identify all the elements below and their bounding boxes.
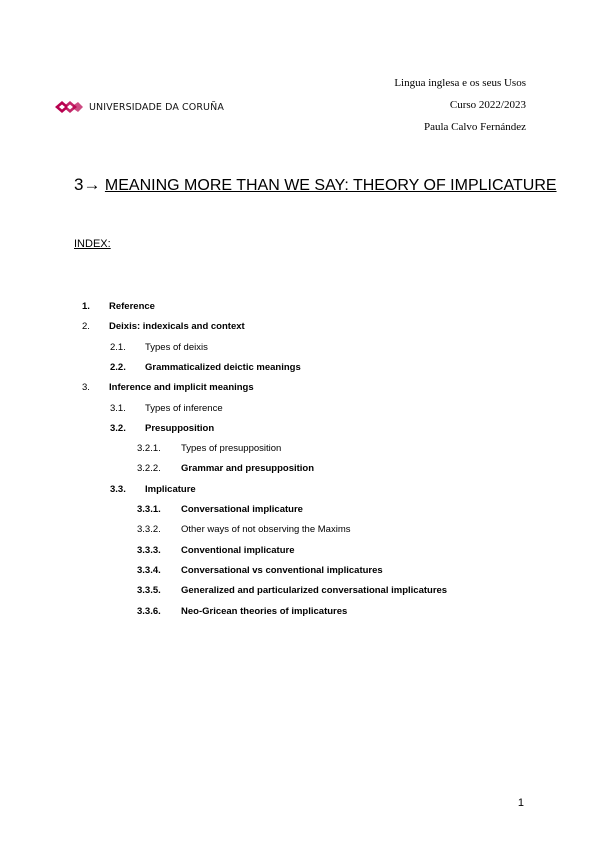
toc-item-number: 3.3.2. bbox=[137, 524, 161, 536]
toc-item-label: Conversational vs conventional implicatures bbox=[181, 564, 383, 576]
toc-item-number: 3.2.1. bbox=[137, 443, 161, 455]
page-number: 1 bbox=[517, 797, 524, 809]
toc-item-number: 2. bbox=[82, 321, 90, 333]
toc-item-number: 2.1. bbox=[110, 341, 126, 353]
toc-item-label: Reference bbox=[109, 301, 155, 312]
toc-item-label: Conventional implicature bbox=[181, 544, 295, 556]
author-name: Paula Calvo Fernández bbox=[423, 121, 526, 133]
index-heading: INDEX: bbox=[74, 238, 111, 250]
toc-item-label: Grammar and presupposition bbox=[181, 463, 315, 475]
university-name: UNIVERSIDADE DA CORUÑA bbox=[89, 101, 224, 113]
document-header bbox=[394, 72, 526, 138]
course-year: Curso 2022/2023 bbox=[449, 99, 526, 111]
toc-item-number: 1. bbox=[82, 301, 90, 312]
toc-item-number: 2.2. bbox=[110, 361, 126, 373]
toc-item-number: 3.2. bbox=[110, 422, 126, 434]
toc-item-label: Other ways of not observing the Maxims bbox=[181, 524, 351, 536]
toc-item-number: 3.3.6. bbox=[137, 605, 161, 617]
toc-item-number: 3.3.3. bbox=[137, 544, 161, 556]
title-text: MEANING MORE THAN WE SAY: THEORY OF IMPLICATURE bbox=[104, 177, 557, 194]
toc-item-number: 3.3. bbox=[110, 483, 126, 495]
toc-item-label: Generalized and particularized conversational implicatures bbox=[181, 585, 448, 597]
toc-item-label: Neo-Gricean theories of implicatures bbox=[181, 605, 348, 617]
toc-item-number: 3. bbox=[82, 382, 90, 394]
toc-item-number: 3.3.5. bbox=[137, 585, 161, 597]
toc-item-label: Types of inference bbox=[145, 402, 223, 414]
toc-item-label: Implicature bbox=[145, 483, 196, 495]
toc-item-label: Types of deixis bbox=[145, 341, 208, 353]
title-number: 3→ bbox=[74, 175, 101, 194]
toc-item-number: 3.3.4. bbox=[137, 564, 161, 576]
course-name: Lingua inglesa e os seus Usos bbox=[394, 77, 526, 89]
toc-item-number: 3.2.2. bbox=[137, 463, 161, 475]
toc-item-number: 3.3.1. bbox=[137, 504, 161, 515]
toc-item-label: Grammaticalized deictic meanings bbox=[145, 361, 301, 373]
university-logo bbox=[54, 100, 224, 114]
toc-item-label: Deixis: indexicals and context bbox=[109, 321, 245, 333]
toc-item-label: Presupposition bbox=[145, 422, 215, 434]
page-title bbox=[74, 175, 557, 195]
toc-item-label: Conversational implicature bbox=[181, 504, 303, 515]
toc-item-label: Types of presupposition bbox=[181, 443, 282, 455]
udc-logo-icon bbox=[54, 100, 84, 114]
toc-item-number: 3.1. bbox=[110, 402, 126, 414]
toc-item-label: Inference and implicit meanings bbox=[109, 382, 254, 394]
